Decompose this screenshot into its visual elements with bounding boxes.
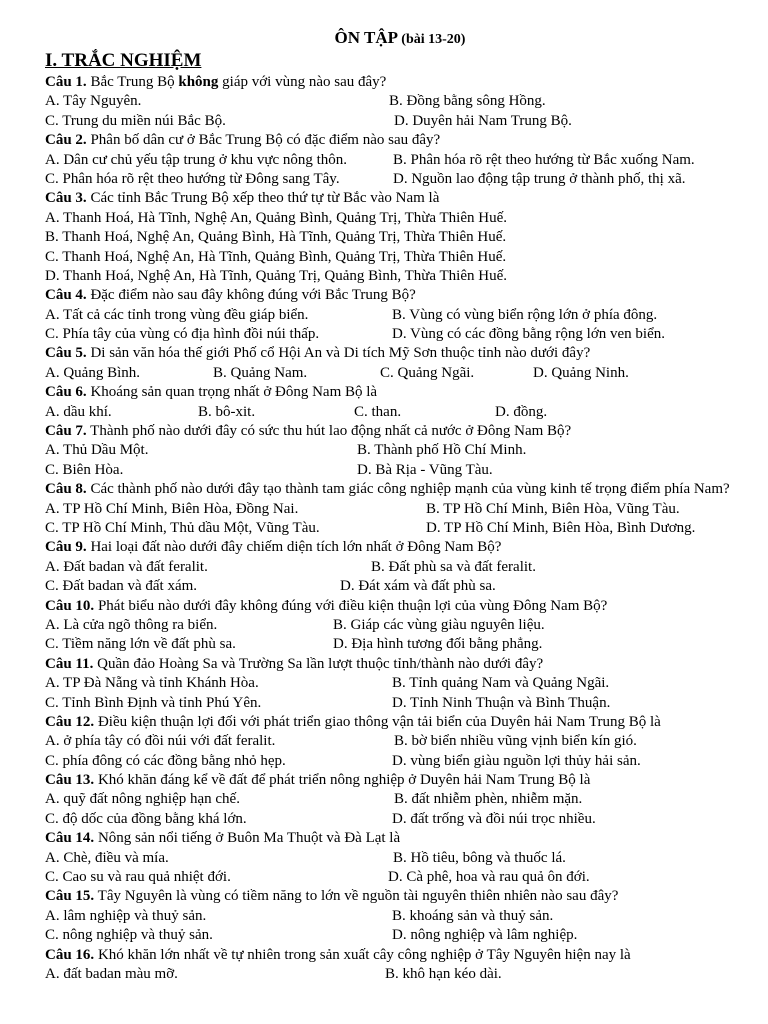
question-text: Tây Nguyên là vùng có tiềm năng to lớn về nguồn tài nguyên thiên nhiên nào sau đây? bbox=[97, 888, 619, 905]
question-text: Khó khăn lớn nhất về tự nhiên trong sản xuất cây công nghiệp ở Tây Nguyên hiện nay là bbox=[97, 946, 631, 963]
answer-option[interactable]: D. Duyên hải Nam Trung Bộ. bbox=[394, 112, 572, 129]
answer-option[interactable]: D. Nguồn lao động tập trung ở thành phố, thị xã. bbox=[393, 170, 686, 187]
answer-option[interactable]: B. Thanh Hoá, Nghệ An, Quảng Bình, Hà Tĩnh, Quảng Trị, Thừa Thiên Huế. bbox=[45, 229, 507, 246]
options-row bbox=[45, 790, 735, 809]
question-text: Thành phố nào dưới đây có sức thu hút lao động nhất cả nước ở Đông Nam Bộ? bbox=[90, 423, 572, 440]
answer-option[interactable]: A. Thủ Dầu Một. bbox=[45, 442, 149, 459]
answer-option[interactable]: C. than. bbox=[354, 403, 402, 420]
answer-option[interactable]: A. Tây Nguyên. bbox=[45, 93, 142, 110]
options-row bbox=[45, 907, 735, 926]
answer-option[interactable]: C. Phía tây của vùng có địa hình đồi núi thấp. bbox=[45, 326, 320, 343]
answer-option[interactable]: B. Giáp các vùng giàu nguyên liệu. bbox=[333, 616, 545, 633]
options-row bbox=[45, 849, 735, 868]
options-row bbox=[45, 810, 735, 829]
question bbox=[45, 655, 735, 674]
answer-option[interactable]: B. Quảng Nam. bbox=[213, 364, 308, 381]
question bbox=[45, 422, 735, 441]
answer-option[interactable]: B. khô hạn kéo dài. bbox=[385, 965, 502, 982]
answer-option[interactable]: B. Tỉnh quảng Nam và Quảng Ngãi. bbox=[392, 675, 610, 692]
options-row bbox=[45, 694, 735, 713]
answer-option[interactable]: D. TP Hồ Chí Minh, Biên Hòa, Bình Dương. bbox=[426, 520, 696, 536]
answer-option[interactable]: D. Quảng Ninh. bbox=[533, 364, 629, 381]
question-number: Câu 5. bbox=[45, 345, 87, 362]
answer-option[interactable]: D. đồng. bbox=[495, 403, 548, 420]
answer-option[interactable]: C. Tiềm năng lớn về đất phù sa. bbox=[45, 636, 236, 653]
question bbox=[45, 189, 735, 208]
question-text: Hai loại đất nào dưới đây chiếm diện tích lớn nhất ở Đông Nam Bộ? bbox=[90, 539, 502, 556]
question bbox=[45, 131, 735, 150]
answer-option[interactable]: B. đất nhiễm phèn, nhiễm mặn. bbox=[394, 791, 583, 808]
answer-option[interactable]: B. Vùng có vùng biển rộng lớn ở phía đông. bbox=[392, 306, 658, 323]
question-text: Các tỉnh Bắc Trung Bộ xếp theo thứ tự từ Bắc vào Nam là bbox=[90, 190, 440, 207]
answer-option[interactable]: C. Biên Hòa. bbox=[45, 461, 124, 478]
answer-option[interactable]: A. quỹ đất nông nghiệp hạn chế. bbox=[45, 791, 240, 808]
answer-option[interactable]: C. Đất badan và đất xám. bbox=[45, 578, 198, 595]
answer-option[interactable]: C. Trung du miền núi Bắc Bộ. bbox=[45, 112, 226, 129]
question bbox=[45, 713, 735, 732]
answer-option[interactable]: B. Đất phù sa và đất feralit. bbox=[371, 558, 536, 575]
question bbox=[45, 538, 735, 557]
answer-option[interactable]: B. Thành phố Hồ Chí Minh. bbox=[357, 442, 527, 459]
answer-option[interactable]: D. Cà phê, hoa và rau quả ôn đới. bbox=[388, 869, 590, 886]
options-row bbox=[45, 112, 735, 131]
answer-option[interactable]: B. Hồ tiêu, bông và thuốc lá. bbox=[393, 849, 566, 866]
title-sub: (bài 13-20) bbox=[401, 32, 466, 47]
question bbox=[45, 829, 735, 848]
answer-option[interactable]: C. Tỉnh Bình Định và tỉnh Phú Yên. bbox=[45, 694, 262, 711]
answer-option[interactable]: B. khoáng sản và thuỷ sản. bbox=[392, 907, 554, 924]
question-text: Quần đảo Hoàng Sa và Trường Sa lần lượt thuộc tỉnh/thành nào dưới đây? bbox=[97, 655, 544, 672]
question bbox=[45, 286, 735, 305]
question-number: Câu 7. bbox=[45, 423, 87, 440]
answer-option[interactable]: D. Địa hình tương đối bằng phẳng. bbox=[333, 636, 543, 653]
options-row bbox=[45, 267, 735, 286]
question-number: Câu 15. bbox=[45, 888, 95, 905]
question-text: Nông sản nổi tiếng ở Buôn Ma Thuột và Đà Lạt là bbox=[97, 830, 401, 847]
answer-option[interactable]: A. đất badan màu mỡ. bbox=[45, 965, 178, 982]
options-row bbox=[45, 635, 735, 654]
answer-option[interactable]: A. dầu khí. bbox=[45, 403, 112, 420]
answer-option[interactable]: A. Tất cả các tỉnh trong vùng đều giáp biển. bbox=[45, 306, 309, 323]
question bbox=[45, 73, 735, 92]
options-row bbox=[45, 674, 735, 693]
answer-option[interactable]: B. bờ biển nhiều vũng vịnh biển kín gió. bbox=[394, 733, 637, 750]
answer-option[interactable]: D. đất trống và đồi núi trọc nhiều. bbox=[392, 810, 596, 827]
answer-option[interactable]: A. ở phía tây có đồi núi với đất feralit. bbox=[45, 733, 276, 750]
question-number: Câu 8. bbox=[45, 481, 87, 498]
answer-option[interactable]: A. Thanh Hoá, Hà Tĩnh, Nghệ An, Quảng Bình, Quảng Trị, Thừa Thiên Huế. bbox=[45, 209, 507, 226]
question-number: Câu 14. bbox=[45, 830, 95, 847]
answer-option[interactable]: D. Đát xám và đất phù sa. bbox=[340, 578, 496, 595]
question-text: Phân bố dân cư ở Bắc Trung Bộ có đặc điểm nào sau đây? bbox=[90, 132, 441, 149]
title-main: ÔN TẬP bbox=[334, 28, 398, 47]
question-text: Khó khăn đáng kể về đất để phát triển nông nghiệp ở Duyên hải Nam Trung Bộ là bbox=[97, 772, 591, 789]
question-number: Câu 12. bbox=[45, 713, 95, 730]
options-row bbox=[45, 577, 735, 596]
answer-option[interactable]: B. Đồng bằng sông Hồng. bbox=[389, 93, 546, 110]
options-row bbox=[45, 558, 735, 577]
question-number: Câu 3. bbox=[45, 190, 87, 207]
question bbox=[45, 887, 735, 906]
answer-option[interactable]: A. Đất badan và đất feralit. bbox=[45, 558, 208, 575]
options-row bbox=[45, 92, 735, 111]
section-heading: I. TRẮC NGHIỆM bbox=[45, 50, 202, 71]
question-number: Câu 10. bbox=[45, 597, 95, 614]
options-row bbox=[45, 151, 735, 170]
options-row bbox=[45, 461, 735, 480]
answer-option[interactable]: C. TP Hồ Chí Minh, Thủ dầu Một, Vũng Tàu. bbox=[45, 520, 320, 536]
answer-option[interactable]: D. vùng biển giàu nguồn lợi thủy hải sản. bbox=[392, 752, 641, 769]
question-text: giáp với vùng nào sau đây? bbox=[218, 74, 387, 90]
question bbox=[45, 597, 735, 616]
options-row bbox=[45, 325, 735, 344]
answer-option[interactable]: A. Dân cư chủ yếu tập trung ở khu vực nông thôn. bbox=[45, 151, 348, 168]
answer-option[interactable]: A. TP Hồ Chí Minh, Biên Hòa, Đồng Nai. bbox=[45, 500, 299, 517]
question bbox=[45, 480, 735, 499]
answer-option[interactable]: A. Chè, điều và mía. bbox=[45, 849, 169, 866]
answer-option[interactable]: B. bô-xit. bbox=[198, 403, 256, 420]
question-number: Câu 16. bbox=[45, 946, 95, 963]
answer-option[interactable]: B. TP Hồ Chí Minh, Biên Hòa, Vũng Tàu. bbox=[426, 500, 680, 517]
options-row bbox=[45, 364, 735, 383]
answer-option[interactable]: A. TP Đà Nẵng và tỉnh Khánh Hòa. bbox=[45, 675, 259, 692]
question-number: Câu 6. bbox=[45, 384, 87, 401]
question-text: Phát biểu nào dưới đây không đúng với điều kiện thuận lợi của vùng Đông Nam Bộ? bbox=[97, 597, 608, 614]
options-row bbox=[45, 732, 735, 751]
question-number: Câu 9. bbox=[45, 539, 87, 556]
question bbox=[45, 344, 735, 363]
answer-option[interactable]: D. Thanh Hoá, Nghệ An, Hà Tĩnh, Quảng Trị, Quảng Bình, Thừa Thiên Huế. bbox=[45, 267, 507, 284]
question-text: Điều kiện thuận lợi đối với phát triển giao thông vận tải biển của Duyên hải Nam Trung Bộ là bbox=[97, 713, 661, 730]
question bbox=[45, 383, 735, 402]
question-text-emphasis: không bbox=[178, 74, 219, 90]
options-row bbox=[45, 500, 735, 519]
question-text: Đặc điểm nào sau đây không đúng với Bắc Trung Bộ? bbox=[90, 287, 416, 304]
question-text: Khoáng sản quan trọng nhất ở Đông Nam Bộ là bbox=[90, 384, 378, 401]
options-row bbox=[45, 926, 735, 945]
options-row bbox=[45, 209, 735, 228]
answer-option[interactable]: B. Phân hóa rõ rệt theo hướng từ Bắc xuống Nam. bbox=[393, 151, 695, 168]
answer-option[interactable]: D. nông nghiệp và lâm nghiệp. bbox=[392, 927, 578, 944]
question-text: Các thành phố nào dưới đây tạo thành tam giác công nghiệp mạnh của vùng kinh tế trọng điểm phía Nam? bbox=[90, 481, 730, 498]
options-row bbox=[45, 868, 735, 887]
question-number: Câu 4. bbox=[45, 287, 87, 304]
options-row bbox=[45, 248, 735, 267]
page-title bbox=[65, 27, 735, 49]
worksheet bbox=[45, 27, 735, 984]
options-row bbox=[45, 306, 735, 325]
question-number: Câu 11. bbox=[45, 655, 94, 672]
answer-option[interactable]: C. Phân hóa rõ rệt theo hướng từ Đông sang Tây. bbox=[45, 170, 340, 187]
answer-option[interactable]: D. Tỉnh Ninh Thuận và Bình Thuận. bbox=[392, 694, 611, 711]
options-row bbox=[45, 403, 735, 422]
question-number: Câu 2. bbox=[45, 132, 87, 149]
answer-option[interactable]: C. độ dốc của đồng bằng khá lớn. bbox=[45, 810, 247, 827]
answer-option[interactable]: C. phía đông có các đồng bằng nhỏ hẹp. bbox=[45, 752, 286, 769]
options-row bbox=[45, 616, 735, 635]
answer-option[interactable]: A. Quảng Bình. bbox=[45, 364, 140, 381]
answer-option[interactable]: D. Vùng có các đồng bằng rộng lớn ven biển. bbox=[392, 326, 666, 343]
options-row bbox=[45, 519, 735, 538]
options-row bbox=[45, 752, 735, 771]
answer-option[interactable]: C. nông nghiệp và thuỷ sản. bbox=[45, 927, 213, 944]
question bbox=[45, 946, 735, 965]
question-number: Câu 13. bbox=[45, 772, 95, 789]
options-row bbox=[45, 170, 735, 189]
answer-option[interactable]: C. Cao su và rau quả nhiệt đới. bbox=[45, 869, 231, 886]
question-text: Di sản văn hóa thế giới Phố cổ Hội An và Di tích Mỹ Sơn thuộc tỉnh nào dưới đây? bbox=[90, 345, 591, 362]
answer-option[interactable]: C. Thanh Hoá, Nghệ An, Hà Tĩnh, Quảng Bình, Quảng Trị, Thừa Thiên Huế. bbox=[45, 248, 507, 265]
question-text: Bắc Trung Bộ bbox=[90, 74, 179, 90]
question-number: Câu 1. bbox=[45, 74, 87, 90]
options-row bbox=[45, 228, 735, 247]
answer-option[interactable]: C. Quảng Ngãi. bbox=[380, 364, 475, 381]
question bbox=[45, 771, 735, 790]
answer-option[interactable]: A. lâm nghiệp và thuỷ sản. bbox=[45, 907, 207, 924]
options-row bbox=[45, 441, 735, 460]
options-row bbox=[45, 965, 735, 984]
answer-option[interactable]: D. Bà Rịa - Vũng Tàu. bbox=[357, 461, 493, 478]
answer-option[interactable]: A. Là cửa ngõ thông ra biển. bbox=[45, 616, 218, 633]
